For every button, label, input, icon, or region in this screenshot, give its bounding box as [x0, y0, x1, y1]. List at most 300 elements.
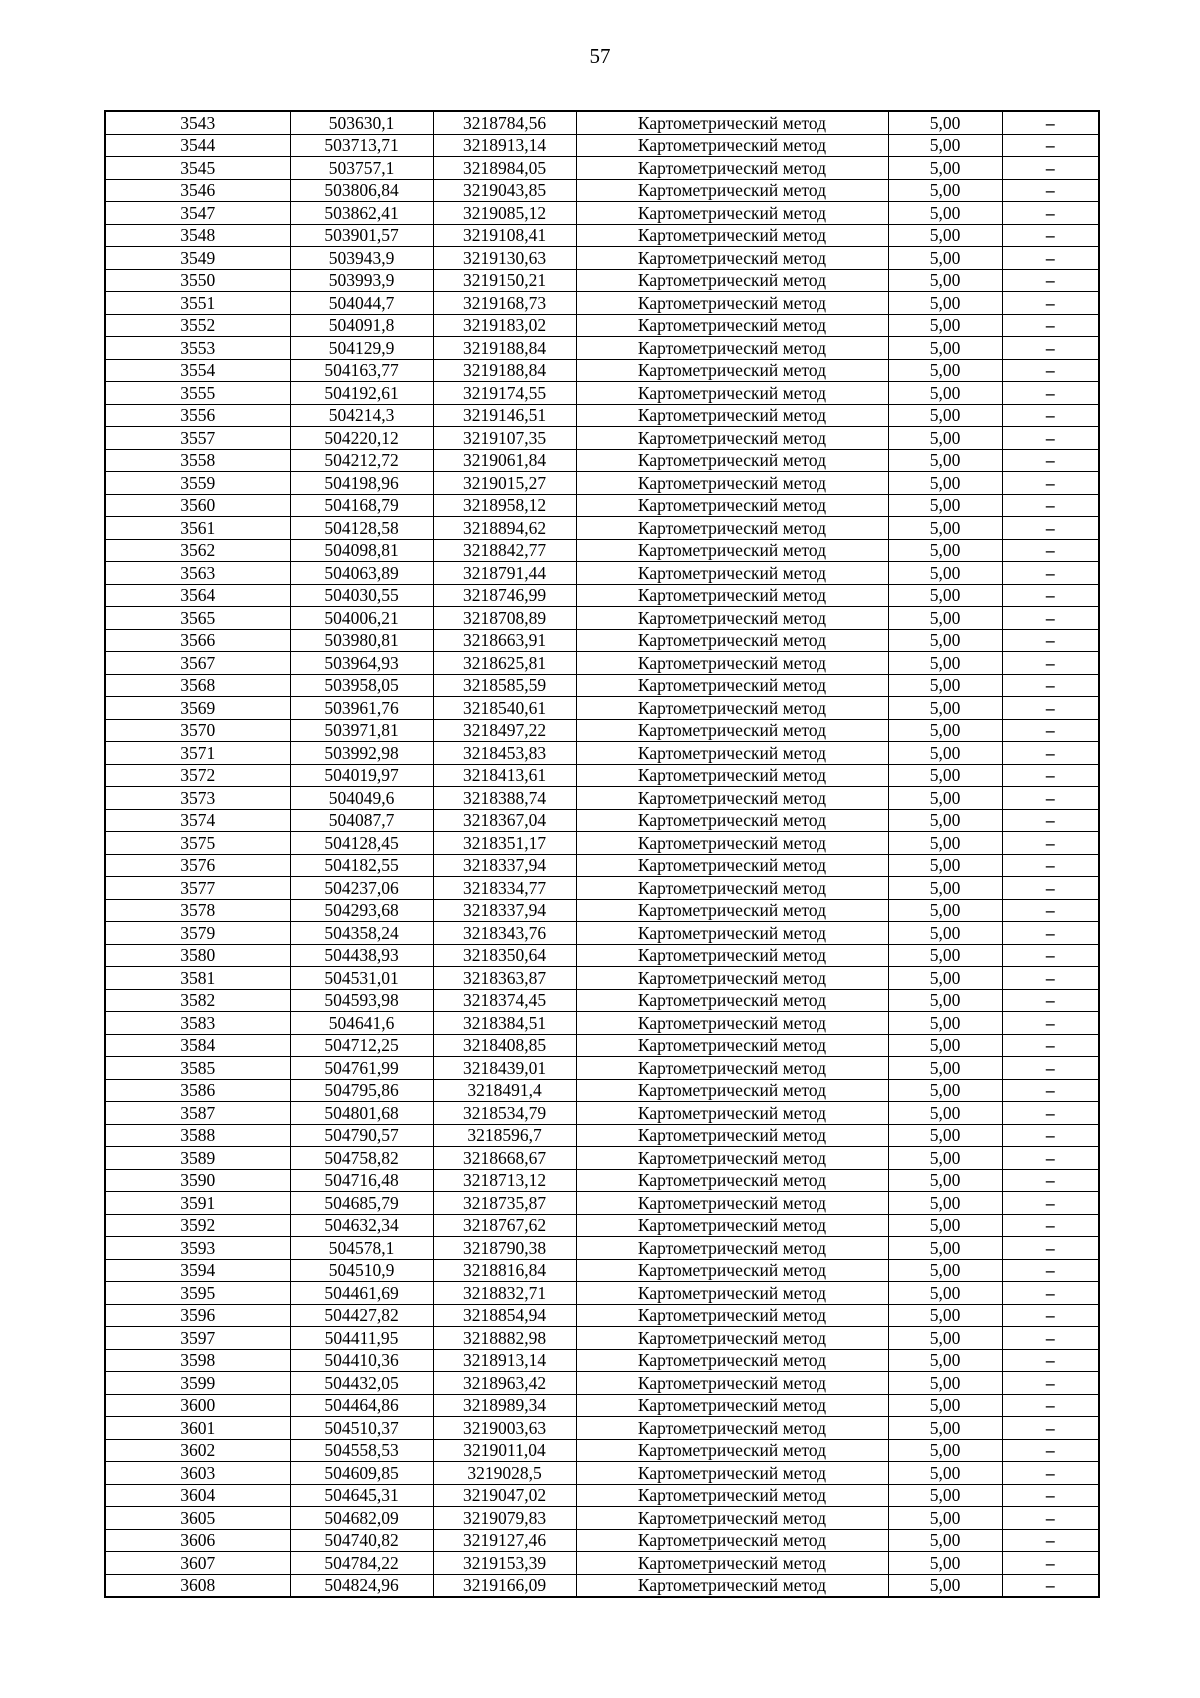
point-number-cell: 3543 — [105, 111, 290, 134]
x-coordinate-cell: 504464,86 — [290, 1394, 433, 1417]
table-row — [105, 1057, 1099, 1080]
method-cell: Картометрический метод — [576, 989, 888, 1012]
accuracy-cell: 5,00 — [888, 719, 1002, 742]
y-coordinate-cell: 3219150,21 — [433, 269, 576, 292]
accuracy-cell: 5,00 — [888, 202, 1002, 225]
x-coordinate-cell: 503806,84 — [290, 179, 433, 202]
y-coordinate-cell: 3219146,51 — [433, 404, 576, 427]
table-row — [105, 134, 1099, 157]
note-cell: – — [1002, 1214, 1099, 1237]
x-coordinate-cell: 504795,86 — [290, 1079, 433, 1102]
point-number-cell: 3549 — [105, 247, 290, 270]
table-row — [105, 472, 1099, 495]
accuracy-cell: 5,00 — [888, 989, 1002, 1012]
method-cell: Картометрический метод — [576, 157, 888, 180]
table-row — [105, 1147, 1099, 1170]
x-coordinate-cell: 504087,7 — [290, 809, 433, 832]
point-number-cell: 3599 — [105, 1372, 290, 1395]
accuracy-cell: 5,00 — [888, 1012, 1002, 1035]
accuracy-cell: 5,00 — [888, 157, 1002, 180]
method-cell: Картометрический метод — [576, 1529, 888, 1552]
y-coordinate-cell: 3218984,05 — [433, 157, 576, 180]
table-row — [105, 1169, 1099, 1192]
x-coordinate-cell: 503757,1 — [290, 157, 433, 180]
note-cell: – — [1002, 337, 1099, 360]
note-cell: – — [1002, 1507, 1099, 1530]
point-number-cell: 3573 — [105, 787, 290, 810]
point-number-cell: 3557 — [105, 427, 290, 450]
method-cell: Картометрический метод — [576, 292, 888, 315]
y-coordinate-cell: 3219079,83 — [433, 1507, 576, 1530]
method-cell: Картометрический метод — [576, 1304, 888, 1327]
point-number-cell: 3562 — [105, 539, 290, 562]
table-row — [105, 652, 1099, 675]
method-cell: Картометрический метод — [576, 562, 888, 585]
table-row — [105, 427, 1099, 450]
y-coordinate-cell: 3218596,7 — [433, 1124, 576, 1147]
point-number-cell: 3558 — [105, 449, 290, 472]
x-coordinate-cell: 503862,41 — [290, 202, 433, 225]
method-cell: Картометрический метод — [576, 1574, 888, 1597]
accuracy-cell: 5,00 — [888, 787, 1002, 810]
accuracy-cell: 5,00 — [888, 899, 1002, 922]
accuracy-cell: 5,00 — [888, 1507, 1002, 1530]
point-number-cell: 3590 — [105, 1169, 290, 1192]
y-coordinate-cell: 3219174,55 — [433, 382, 576, 405]
accuracy-cell: 5,00 — [888, 562, 1002, 585]
table-row — [105, 1484, 1099, 1507]
table-row — [105, 922, 1099, 945]
table-row — [105, 562, 1099, 585]
accuracy-cell: 5,00 — [888, 1439, 1002, 1462]
table-row — [105, 517, 1099, 540]
x-coordinate-cell: 503630,1 — [290, 111, 433, 134]
point-number-cell: 3593 — [105, 1237, 290, 1260]
method-cell: Картометрический метод — [576, 494, 888, 517]
point-number-cell: 3567 — [105, 652, 290, 675]
table-row — [105, 1012, 1099, 1035]
x-coordinate-cell: 504712,25 — [290, 1034, 433, 1057]
note-cell: – — [1002, 967, 1099, 990]
accuracy-cell: 5,00 — [888, 764, 1002, 787]
method-cell: Картометрический метод — [576, 967, 888, 990]
table-row — [105, 1282, 1099, 1305]
method-cell: Картометрический метод — [576, 1102, 888, 1125]
table-row — [105, 247, 1099, 270]
y-coordinate-cell: 3218367,04 — [433, 809, 576, 832]
method-cell: Картометрический метод — [576, 337, 888, 360]
accuracy-cell: 5,00 — [888, 449, 1002, 472]
accuracy-cell: 5,00 — [888, 1574, 1002, 1597]
point-number-cell: 3602 — [105, 1439, 290, 1462]
point-number-cell: 3578 — [105, 899, 290, 922]
point-number-cell: 3606 — [105, 1529, 290, 1552]
point-number-cell: 3566 — [105, 629, 290, 652]
point-number-cell: 3594 — [105, 1259, 290, 1282]
x-coordinate-cell: 504824,96 — [290, 1574, 433, 1597]
table-row — [105, 832, 1099, 855]
accuracy-cell: 5,00 — [888, 877, 1002, 900]
point-number-cell: 3561 — [105, 517, 290, 540]
note-cell: – — [1002, 1124, 1099, 1147]
accuracy-cell: 5,00 — [888, 1079, 1002, 1102]
accuracy-cell: 5,00 — [888, 1259, 1002, 1282]
table-row — [105, 1372, 1099, 1395]
table-row — [105, 1507, 1099, 1530]
accuracy-cell: 5,00 — [888, 247, 1002, 270]
accuracy-cell: 5,00 — [888, 1169, 1002, 1192]
y-coordinate-cell: 3218351,17 — [433, 832, 576, 855]
y-coordinate-cell: 3218343,76 — [433, 922, 576, 945]
note-cell: – — [1002, 427, 1099, 450]
note-cell: – — [1002, 764, 1099, 787]
accuracy-cell: 5,00 — [888, 1147, 1002, 1170]
table-row — [105, 359, 1099, 382]
method-cell: Картометрический метод — [576, 269, 888, 292]
y-coordinate-cell: 3218791,44 — [433, 562, 576, 585]
note-cell: – — [1002, 1349, 1099, 1372]
note-cell: – — [1002, 224, 1099, 247]
accuracy-cell: 5,00 — [888, 1529, 1002, 1552]
accuracy-cell: 5,00 — [888, 269, 1002, 292]
table-row — [105, 382, 1099, 405]
x-coordinate-cell: 504645,31 — [290, 1484, 433, 1507]
y-coordinate-cell: 3219047,02 — [433, 1484, 576, 1507]
table-row — [105, 404, 1099, 427]
table-row — [105, 111, 1099, 134]
coordinates-table — [104, 110, 1100, 1598]
y-coordinate-cell: 3219188,84 — [433, 359, 576, 382]
point-number-cell: 3565 — [105, 607, 290, 630]
note-cell: – — [1002, 1237, 1099, 1260]
point-number-cell: 3592 — [105, 1214, 290, 1237]
method-cell: Картометрический метод — [576, 134, 888, 157]
point-number-cell: 3575 — [105, 832, 290, 855]
y-coordinate-cell: 3219130,63 — [433, 247, 576, 270]
y-coordinate-cell: 3218708,89 — [433, 607, 576, 630]
note-cell: – — [1002, 449, 1099, 472]
y-coordinate-cell: 3219085,12 — [433, 202, 576, 225]
y-coordinate-cell: 3218413,61 — [433, 764, 576, 787]
point-number-cell: 3587 — [105, 1102, 290, 1125]
note-cell: – — [1002, 382, 1099, 405]
method-cell: Картометрический метод — [576, 1417, 888, 1440]
note-cell: – — [1002, 1417, 1099, 1440]
accuracy-cell: 5,00 — [888, 1349, 1002, 1372]
y-coordinate-cell: 3218913,14 — [433, 1349, 576, 1372]
point-number-cell: 3550 — [105, 269, 290, 292]
y-coordinate-cell: 3218439,01 — [433, 1057, 576, 1080]
table-row — [105, 337, 1099, 360]
x-coordinate-cell: 504682,09 — [290, 1507, 433, 1530]
accuracy-cell: 5,00 — [888, 111, 1002, 134]
accuracy-cell: 5,00 — [888, 427, 1002, 450]
method-cell: Картометрический метод — [576, 674, 888, 697]
accuracy-cell: 5,00 — [888, 1237, 1002, 1260]
x-coordinate-cell: 503993,9 — [290, 269, 433, 292]
point-number-cell: 3569 — [105, 697, 290, 720]
note-cell: – — [1002, 1372, 1099, 1395]
accuracy-cell: 5,00 — [888, 607, 1002, 630]
table-row — [105, 157, 1099, 180]
y-coordinate-cell: 3219108,41 — [433, 224, 576, 247]
y-coordinate-cell: 3219011,04 — [433, 1439, 576, 1462]
table-row — [105, 899, 1099, 922]
y-coordinate-cell: 3218668,67 — [433, 1147, 576, 1170]
y-coordinate-cell: 3218767,62 — [433, 1214, 576, 1237]
x-coordinate-cell: 504220,12 — [290, 427, 433, 450]
table-row — [105, 1079, 1099, 1102]
note-cell: – — [1002, 539, 1099, 562]
y-coordinate-cell: 3218746,99 — [433, 584, 576, 607]
note-cell: – — [1002, 1484, 1099, 1507]
y-coordinate-cell: 3218832,71 — [433, 1282, 576, 1305]
x-coordinate-cell: 504410,36 — [290, 1349, 433, 1372]
point-number-cell: 3581 — [105, 967, 290, 990]
table-row — [105, 1349, 1099, 1372]
point-number-cell: 3579 — [105, 922, 290, 945]
x-coordinate-cell: 504163,77 — [290, 359, 433, 382]
y-coordinate-cell: 3218854,94 — [433, 1304, 576, 1327]
x-coordinate-cell: 504432,05 — [290, 1372, 433, 1395]
table-row — [105, 539, 1099, 562]
point-number-cell: 3584 — [105, 1034, 290, 1057]
accuracy-cell: 5,00 — [888, 809, 1002, 832]
table-row — [105, 764, 1099, 787]
x-coordinate-cell: 504593,98 — [290, 989, 433, 1012]
point-number-cell: 3571 — [105, 742, 290, 765]
method-cell: Картометрический метод — [576, 404, 888, 427]
x-coordinate-cell: 504558,53 — [290, 1439, 433, 1462]
note-cell: – — [1002, 202, 1099, 225]
table-row — [105, 787, 1099, 810]
accuracy-cell: 5,00 — [888, 359, 1002, 382]
point-number-cell: 3608 — [105, 1574, 290, 1597]
y-coordinate-cell: 3218585,59 — [433, 674, 576, 697]
note-cell: – — [1002, 269, 1099, 292]
y-coordinate-cell: 3218625,81 — [433, 652, 576, 675]
table-row — [105, 1102, 1099, 1125]
table-row — [105, 314, 1099, 337]
x-coordinate-cell: 504044,7 — [290, 292, 433, 315]
table-body — [105, 111, 1099, 1597]
x-coordinate-cell: 504685,79 — [290, 1192, 433, 1215]
point-number-cell: 3591 — [105, 1192, 290, 1215]
table-row — [105, 809, 1099, 832]
note-cell: – — [1002, 111, 1099, 134]
point-number-cell: 3607 — [105, 1552, 290, 1575]
point-number-cell: 3600 — [105, 1394, 290, 1417]
y-coordinate-cell: 3218334,77 — [433, 877, 576, 900]
x-coordinate-cell: 504129,9 — [290, 337, 433, 360]
table-row — [105, 1327, 1099, 1350]
table-row — [105, 1124, 1099, 1147]
method-cell: Картометрический метод — [576, 1192, 888, 1215]
note-cell: – — [1002, 562, 1099, 585]
accuracy-cell: 5,00 — [888, 1552, 1002, 1575]
method-cell: Картометрический метод — [576, 382, 888, 405]
accuracy-cell: 5,00 — [888, 1372, 1002, 1395]
x-coordinate-cell: 503943,9 — [290, 247, 433, 270]
method-cell: Картометрический метод — [576, 111, 888, 134]
accuracy-cell: 5,00 — [888, 742, 1002, 765]
note-cell: – — [1002, 314, 1099, 337]
x-coordinate-cell: 504030,55 — [290, 584, 433, 607]
accuracy-cell: 5,00 — [888, 404, 1002, 427]
method-cell: Картометрический метод — [576, 1012, 888, 1035]
point-number-cell: 3576 — [105, 854, 290, 877]
point-number-cell: 3548 — [105, 224, 290, 247]
y-coordinate-cell: 3218913,14 — [433, 134, 576, 157]
accuracy-cell: 5,00 — [888, 584, 1002, 607]
accuracy-cell: 5,00 — [888, 697, 1002, 720]
x-coordinate-cell: 504790,57 — [290, 1124, 433, 1147]
method-cell: Картометрический метод — [576, 787, 888, 810]
accuracy-cell: 5,00 — [888, 652, 1002, 675]
accuracy-cell: 5,00 — [888, 1327, 1002, 1350]
method-cell: Картометрический метод — [576, 314, 888, 337]
note-cell: – — [1002, 517, 1099, 540]
y-coordinate-cell: 3218882,98 — [433, 1327, 576, 1350]
note-cell: – — [1002, 1439, 1099, 1462]
y-coordinate-cell: 3218337,94 — [433, 899, 576, 922]
point-number-cell: 3605 — [105, 1507, 290, 1530]
note-cell: – — [1002, 1034, 1099, 1057]
table-row — [105, 877, 1099, 900]
accuracy-cell: 5,00 — [888, 832, 1002, 855]
accuracy-cell: 5,00 — [888, 1192, 1002, 1215]
x-coordinate-cell: 504632,34 — [290, 1214, 433, 1237]
accuracy-cell: 5,00 — [888, 854, 1002, 877]
method-cell: Картометрический метод — [576, 427, 888, 450]
x-coordinate-cell: 504641,6 — [290, 1012, 433, 1035]
method-cell: Картометрический метод — [576, 1282, 888, 1305]
point-number-cell: 3586 — [105, 1079, 290, 1102]
y-coordinate-cell: 3218384,51 — [433, 1012, 576, 1035]
accuracy-cell: 5,00 — [888, 1102, 1002, 1125]
accuracy-cell: 5,00 — [888, 1034, 1002, 1057]
point-number-cell: 3551 — [105, 292, 290, 315]
table-row — [105, 629, 1099, 652]
accuracy-cell: 5,00 — [888, 314, 1002, 337]
table-row — [105, 224, 1099, 247]
point-number-cell: 3577 — [105, 877, 290, 900]
note-cell: – — [1002, 359, 1099, 382]
point-number-cell: 3572 — [105, 764, 290, 787]
method-cell: Картометрический метод — [576, 584, 888, 607]
y-coordinate-cell: 3218363,87 — [433, 967, 576, 990]
table-row — [105, 1192, 1099, 1215]
point-number-cell: 3553 — [105, 337, 290, 360]
method-cell: Картометрический метод — [576, 1439, 888, 1462]
method-cell: Картометрический метод — [576, 697, 888, 720]
note-cell: – — [1002, 1304, 1099, 1327]
note-cell: – — [1002, 134, 1099, 157]
x-coordinate-cell: 504740,82 — [290, 1529, 433, 1552]
x-coordinate-cell: 504461,69 — [290, 1282, 433, 1305]
accuracy-cell: 5,00 — [888, 179, 1002, 202]
y-coordinate-cell: 3218540,61 — [433, 697, 576, 720]
x-coordinate-cell: 504128,45 — [290, 832, 433, 855]
table-row — [105, 967, 1099, 990]
method-cell: Картометрический метод — [576, 539, 888, 562]
y-coordinate-cell: 3218388,74 — [433, 787, 576, 810]
accuracy-cell: 5,00 — [888, 922, 1002, 945]
page-number: 57 — [589, 44, 611, 68]
method-cell: Картометрический метод — [576, 1552, 888, 1575]
accuracy-cell: 5,00 — [888, 1304, 1002, 1327]
note-cell: – — [1002, 1574, 1099, 1597]
x-coordinate-cell: 504510,9 — [290, 1259, 433, 1282]
y-coordinate-cell: 3219015,27 — [433, 472, 576, 495]
point-number-cell: 3603 — [105, 1462, 290, 1485]
table-row — [105, 944, 1099, 967]
x-coordinate-cell: 504427,82 — [290, 1304, 433, 1327]
table-row — [105, 1304, 1099, 1327]
table-row — [105, 584, 1099, 607]
note-cell: – — [1002, 652, 1099, 675]
y-coordinate-cell: 3219153,39 — [433, 1552, 576, 1575]
method-cell: Картометрический метод — [576, 1372, 888, 1395]
point-number-cell: 3555 — [105, 382, 290, 405]
y-coordinate-cell: 3218958,12 — [433, 494, 576, 517]
method-cell: Картометрический метод — [576, 1237, 888, 1260]
y-coordinate-cell: 3218989,34 — [433, 1394, 576, 1417]
y-coordinate-cell: 3218963,42 — [433, 1372, 576, 1395]
y-coordinate-cell: 3218894,62 — [433, 517, 576, 540]
y-coordinate-cell: 3219107,35 — [433, 427, 576, 450]
accuracy-cell: 5,00 — [888, 539, 1002, 562]
x-coordinate-cell: 504019,97 — [290, 764, 433, 787]
accuracy-cell: 5,00 — [888, 674, 1002, 697]
method-cell: Картометрический метод — [576, 1484, 888, 1507]
method-cell: Картометрический метод — [576, 517, 888, 540]
x-coordinate-cell: 504758,82 — [290, 1147, 433, 1170]
point-number-cell: 3574 — [105, 809, 290, 832]
point-number-cell: 3544 — [105, 134, 290, 157]
note-cell: – — [1002, 922, 1099, 945]
note-cell: – — [1002, 1282, 1099, 1305]
accuracy-cell: 5,00 — [888, 224, 1002, 247]
y-coordinate-cell: 3219183,02 — [433, 314, 576, 337]
point-number-cell: 3601 — [105, 1417, 290, 1440]
point-number-cell: 3570 — [105, 719, 290, 742]
y-coordinate-cell: 3218842,77 — [433, 539, 576, 562]
note-cell: – — [1002, 472, 1099, 495]
method-cell: Картометрический метод — [576, 854, 888, 877]
y-coordinate-cell: 3218453,83 — [433, 742, 576, 765]
y-coordinate-cell: 3218713,12 — [433, 1169, 576, 1192]
table-row — [105, 1394, 1099, 1417]
note-cell: – — [1002, 629, 1099, 652]
y-coordinate-cell: 3219061,84 — [433, 449, 576, 472]
method-cell: Картометрический метод — [576, 652, 888, 675]
x-coordinate-cell: 504192,61 — [290, 382, 433, 405]
y-coordinate-cell: 3219166,09 — [433, 1574, 576, 1597]
x-coordinate-cell: 503992,98 — [290, 742, 433, 765]
x-coordinate-cell: 504531,01 — [290, 967, 433, 990]
x-coordinate-cell: 503971,81 — [290, 719, 433, 742]
accuracy-cell: 5,00 — [888, 382, 1002, 405]
y-coordinate-cell: 3218408,85 — [433, 1034, 576, 1057]
accuracy-cell: 5,00 — [888, 292, 1002, 315]
method-cell: Картометрический метод — [576, 179, 888, 202]
method-cell: Картометрический метод — [576, 719, 888, 742]
table-row — [105, 697, 1099, 720]
point-number-cell: 3563 — [105, 562, 290, 585]
point-number-cell: 3604 — [105, 1484, 290, 1507]
table-row — [105, 1462, 1099, 1485]
